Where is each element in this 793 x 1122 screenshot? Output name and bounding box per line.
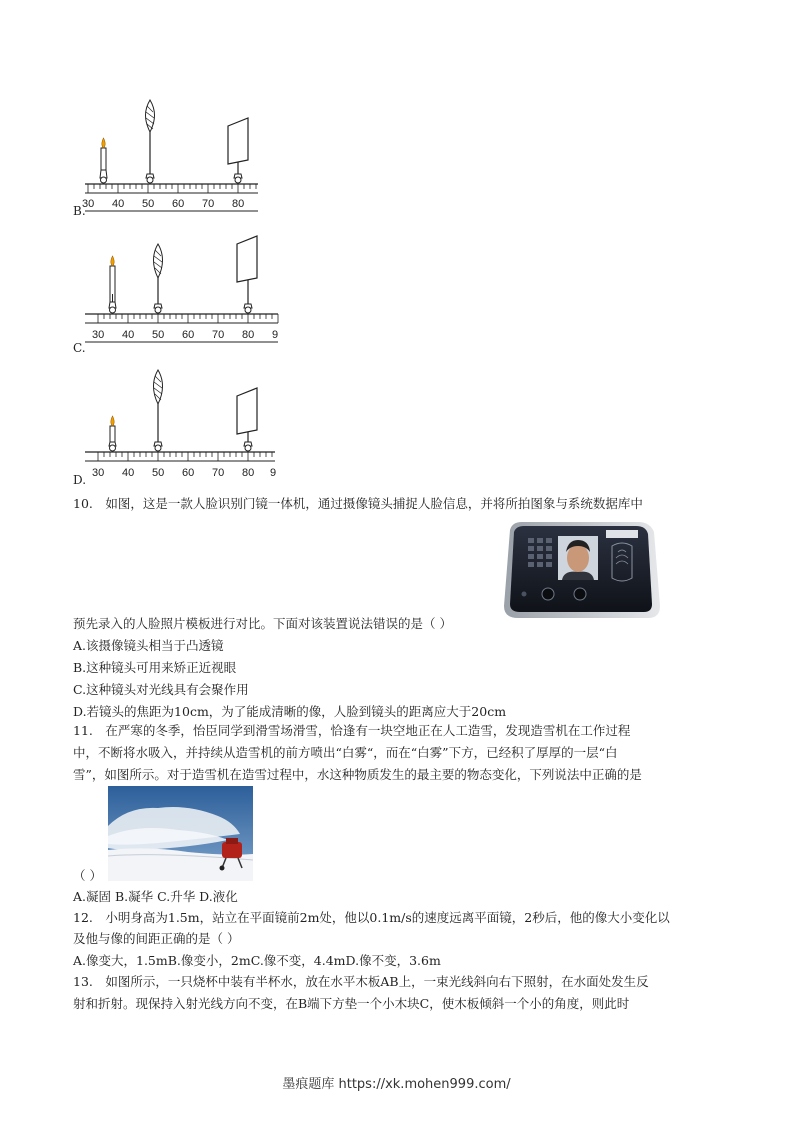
- q13-stem-line1: 13. 如图所示，一只烧杯中装有半杯水，放在水平木板AB上，一束光线斜向右下照射，在水面处发生反: [73, 974, 649, 989]
- screen-icon: [228, 118, 248, 183]
- option-d-label: D.: [73, 473, 87, 487]
- q11-options: A.凝固 B.凝华 C.升华 D.液化: [73, 889, 238, 904]
- ruler: [85, 314, 278, 342]
- tick-label: 50: [152, 467, 165, 479]
- screen-icon: [237, 388, 257, 451]
- tick-label: 70: [202, 198, 215, 210]
- q11-stem-line1: 11. 在严寒的冬季，怡臣同学到滑雪场滑雪，恰逢有一块空地正在人工造雪，发现造雪机在工作过程: [73, 723, 631, 738]
- tick-label: 80: [232, 198, 245, 210]
- tick-label: 30: [92, 467, 105, 479]
- tick-label: 40: [122, 467, 135, 479]
- q13-stem-line2: 射和折射。现保持入射光线方向不变，在B端下方垫一个小木块C，使木板倾斜一个小的角度，则此时: [73, 996, 630, 1011]
- snow-machine-figure: [108, 786, 253, 881]
- q10-option-d: D.若镜头的焦距为10cm，为了能成清晰的像，人脸到镜头的距离应大于20cm: [73, 704, 507, 719]
- tick-label: 80: [242, 329, 255, 341]
- optical-bench-c: [80, 234, 285, 355]
- optical-bench-d-figure: [80, 368, 280, 486]
- q12-stem-line1: 12. 小明身高为1.5m，站立在平面镜前2m处，他以0.1m/s的速度远离平面镜，2秒后，他的像大小变化以: [73, 910, 670, 925]
- q10-option-b: B.这种镜头可用来矫正近视眼: [73, 660, 237, 675]
- q12-options: A.像变大，1.5mB.像变小，2mC.像不变，4.4mD.像不变，3.6m: [73, 953, 441, 968]
- ruler: [85, 452, 276, 479]
- q12-stem-line2: 及他与像的间距正确的是（ ）: [73, 931, 240, 946]
- q11-stem-line3: 雪”，如图所示。对于造雪机在造雪过程中，水这种物质发生的最主要的物态变化，下列说法中正确的是: [73, 767, 642, 782]
- lens-icon: [154, 370, 163, 451]
- screen-icon: [237, 236, 257, 313]
- optical-bench-b-figure: [80, 98, 280, 216]
- tick-label: 50: [152, 329, 165, 341]
- q10-stem-line1: 10. 如图，这是一款人脸识别门镜一体机，通过摄像镜头捕捉人脸信息，并将所拍图象与系统数据库中: [73, 496, 643, 511]
- tick-label: 70: [212, 329, 225, 341]
- ruler: [82, 184, 258, 211]
- tick-label: 60: [182, 467, 195, 479]
- tick-label: 80: [242, 467, 255, 479]
- candle-icon: [109, 256, 116, 313]
- tick-label: 30: [92, 329, 105, 341]
- option-c-label: C.: [73, 341, 86, 355]
- tick-label: 9: [272, 329, 279, 341]
- lens-icon: [154, 244, 163, 313]
- snow-machine-photo: [108, 786, 253, 881]
- candle-icon: [109, 416, 116, 451]
- option-b-label: B.: [73, 204, 86, 218]
- candle-icon: [100, 138, 107, 183]
- tick-label: 40: [122, 329, 135, 341]
- q10-option-c: C.这种镜头对光线具有会聚作用: [73, 682, 249, 697]
- page-footer: 墨痕题库 https://xk.mohen999.com/: [282, 1077, 511, 1092]
- q10-stem-line2: 预先录入的人脸照片模板进行对比。下面对该装置说法错误的是（ ）: [73, 616, 452, 631]
- tick-label: 70: [212, 467, 225, 479]
- tick-label: 40: [112, 198, 125, 210]
- tick-label: 50: [142, 198, 155, 210]
- optical-bench-b: [80, 98, 280, 219]
- tick-label: 30: [82, 198, 95, 210]
- tick-label: 60: [182, 329, 195, 341]
- face-recognition-device-image: [500, 518, 662, 622]
- tick-label: 9: [270, 467, 277, 479]
- tick-label: 60: [172, 198, 185, 210]
- q11-answer-paren: （ ）: [73, 868, 102, 883]
- optical-bench-d: [80, 368, 280, 489]
- q11-stem-line2: 中，不断将水吸入，并持续从造雪机的前方喷出“白雾“，而在“白雾”下方，已经积了厚厚的一层“白: [73, 745, 618, 760]
- q10-option-a: A.该摄像镜头相当于凸透镜: [73, 638, 224, 653]
- optical-bench-c-figure: [80, 234, 285, 352]
- face-device-figure: [500, 518, 662, 622]
- lens-icon: [146, 100, 155, 183]
